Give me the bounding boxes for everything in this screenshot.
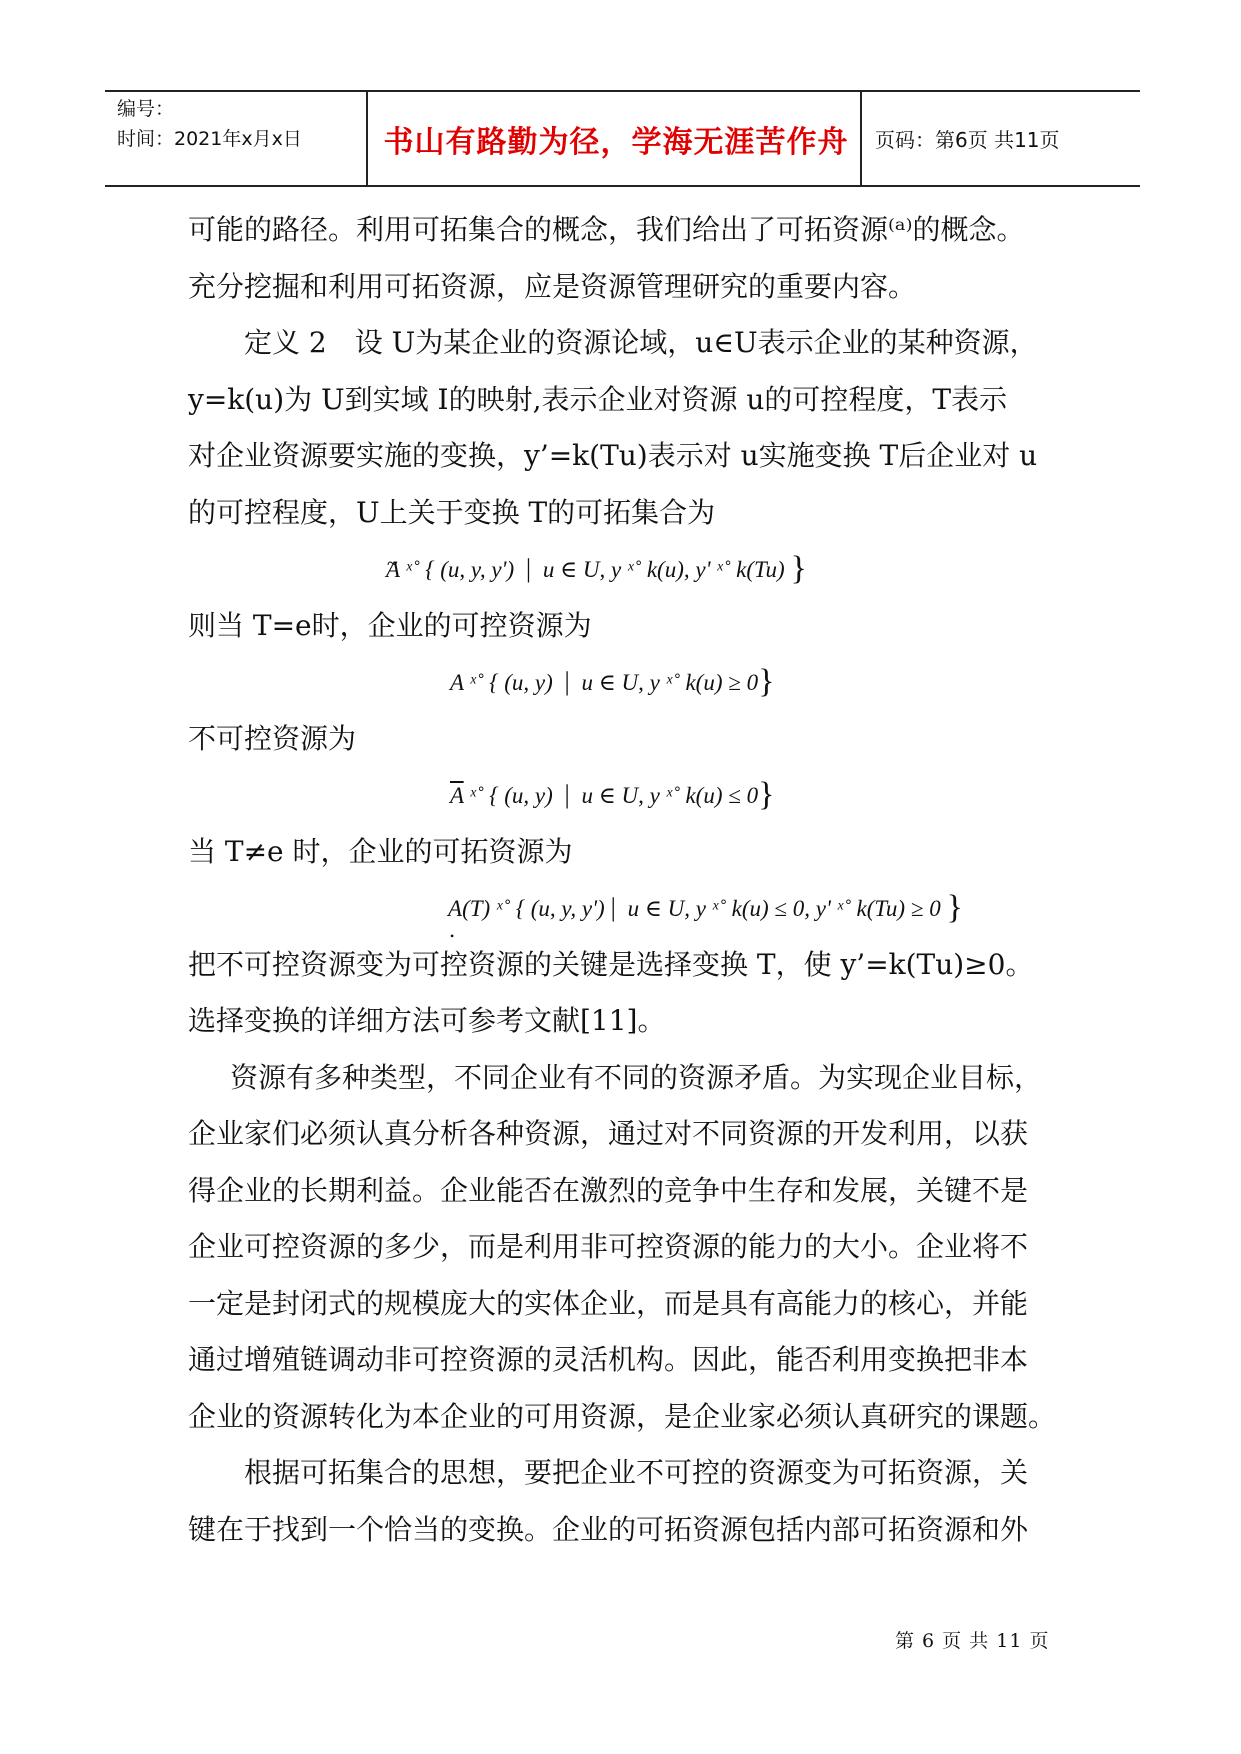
- formula-part: u ∈ U, y ˣ˚ k(u) ≤ 0: [575, 783, 759, 808]
- text-line: 可能的路径。利用可拓集合的概念，我们给出了可拓资源⁽ᵃ⁾的概念。: [188, 213, 1025, 246]
- header-divider-left: [366, 92, 368, 185]
- text-line: 充分挖掘和利用可拓资源，应是资源管理研究的重要内容。: [188, 269, 917, 303]
- formula-separator-icon: |: [610, 893, 616, 922]
- header-divider-right: [860, 92, 862, 185]
- formula-part: u ∈ U, y ˣ˚ k(u) ≥ 0: [575, 670, 759, 695]
- formula-brace: }: [790, 550, 807, 587]
- formula-extension-set: [188, 541, 1068, 598]
- paragraph-line: 键在于找到一个恰当的变换。企业的可拓资源包括内部可拓资源和外: [188, 1512, 1029, 1546]
- formula-symbol: A: [450, 670, 464, 695]
- formula-part: ˣ˚ { (u, y): [463, 783, 559, 808]
- formula-part: ˣ˚ { (u, y, y'): [399, 557, 520, 582]
- text-line: 选择变换的详细方法可参考文献[11]。: [188, 1004, 666, 1037]
- definition-line: 对企业资源要实施的变换，y’=k(Tu)表示对 u实施变换 T后企业对 u: [188, 439, 1038, 472]
- text-line: 则当 T=e时，企业的可控资源为: [188, 608, 592, 642]
- formula-extensible: [188, 880, 1068, 937]
- formula-separator-icon: |: [564, 780, 570, 809]
- formula-part: ˣ˚ { (u, y): [463, 670, 559, 695]
- formula-controllable: [188, 654, 1068, 711]
- paragraph-line: 资源有多种类型，不同企业有不同的资源矛盾。为实现企业目标，: [230, 1060, 1043, 1094]
- document-body: [188, 202, 1068, 1558]
- formula-brace: }: [758, 776, 775, 813]
- header-page-label: 页码：第6页 共11页: [875, 128, 1060, 152]
- definition-line: y=k(u)为 U到实域 I的映射,表示企业对资源 u的可控程度，T表示: [188, 382, 1008, 416]
- formula-part: u ∈ U, y ˣ˚ k(u), y' ˣ˚ k(Tu): [537, 557, 791, 582]
- formula-brace: }: [758, 663, 775, 700]
- paragraph-line: 企业的资源转化为本企业的可用资源，是企业家必须认真研究的课题。: [188, 1399, 1057, 1433]
- formula-separator-icon: |: [525, 554, 532, 583]
- page-footer: 第 6 页 共 11 页: [895, 1630, 1050, 1652]
- formula-symbol: ~ A: [386, 557, 400, 582]
- paragraph-line: 企业家们必须认真分析各种资源，通过对不同资源的开发利用，以获: [188, 1117, 1029, 1150]
- formula-part: u ∈ U, y ˣ˚ k(u) ≤ 0, y' ˣ˚ k(Tu) ≥ 0: [621, 896, 947, 921]
- paragraph-line: 得企业的长期利益。企业能否在激烈的竞争中生存和发展，关键不是: [188, 1173, 1029, 1207]
- formula-uncontrollable: [188, 767, 1068, 824]
- text-line: 把不可控资源变为可控资源的关键是选择变换 T，使 y’=k(Tu)≥0。: [188, 947, 1034, 981]
- header-meta: [117, 94, 367, 154]
- formula-symbol: $\overline{A}$: [450, 783, 464, 808]
- formula-part: (T) ˣ˚ { (u, y, y'): [462, 896, 605, 921]
- paragraph-line: 一定是封闭式的规模庞大的实体企业，而是具有高能力的核心，并能: [188, 1286, 1029, 1320]
- formula-symbol: A •: [448, 896, 462, 921]
- formula-brace: }: [946, 889, 963, 926]
- header-motto: 书山有路勤为径，学海无涯苦作舟: [383, 124, 849, 160]
- definition-line: 定义 2 设 U为某企业的资源论域，u∈U表示企业的某种资源，: [244, 326, 1038, 359]
- document-time-label: 时间：2021年x月x日: [117, 128, 302, 150]
- formula-separator-icon: |: [564, 667, 570, 696]
- text-line: 当 T≠e 时，企业的可拓资源为: [188, 834, 573, 868]
- page-header: [105, 90, 1140, 187]
- paragraph-line: 通过增殖链调动非可控资源的灵活机构。因此，能否利用变换把非本: [188, 1343, 1029, 1376]
- text-line: 不可控资源为: [188, 721, 357, 755]
- definition-line: 的可控程度，U上关于变换 T的可拓集合为: [188, 495, 716, 529]
- paragraph-line: 企业可控资源的多少，而是利用非可控资源的能力的大小。企业将不: [188, 1230, 1029, 1263]
- document-number-label: 编号：: [117, 98, 175, 120]
- paragraph-line: 根据可拓集合的思想，要把企业不可控的资源变为可拓资源，关: [244, 1456, 1029, 1489]
